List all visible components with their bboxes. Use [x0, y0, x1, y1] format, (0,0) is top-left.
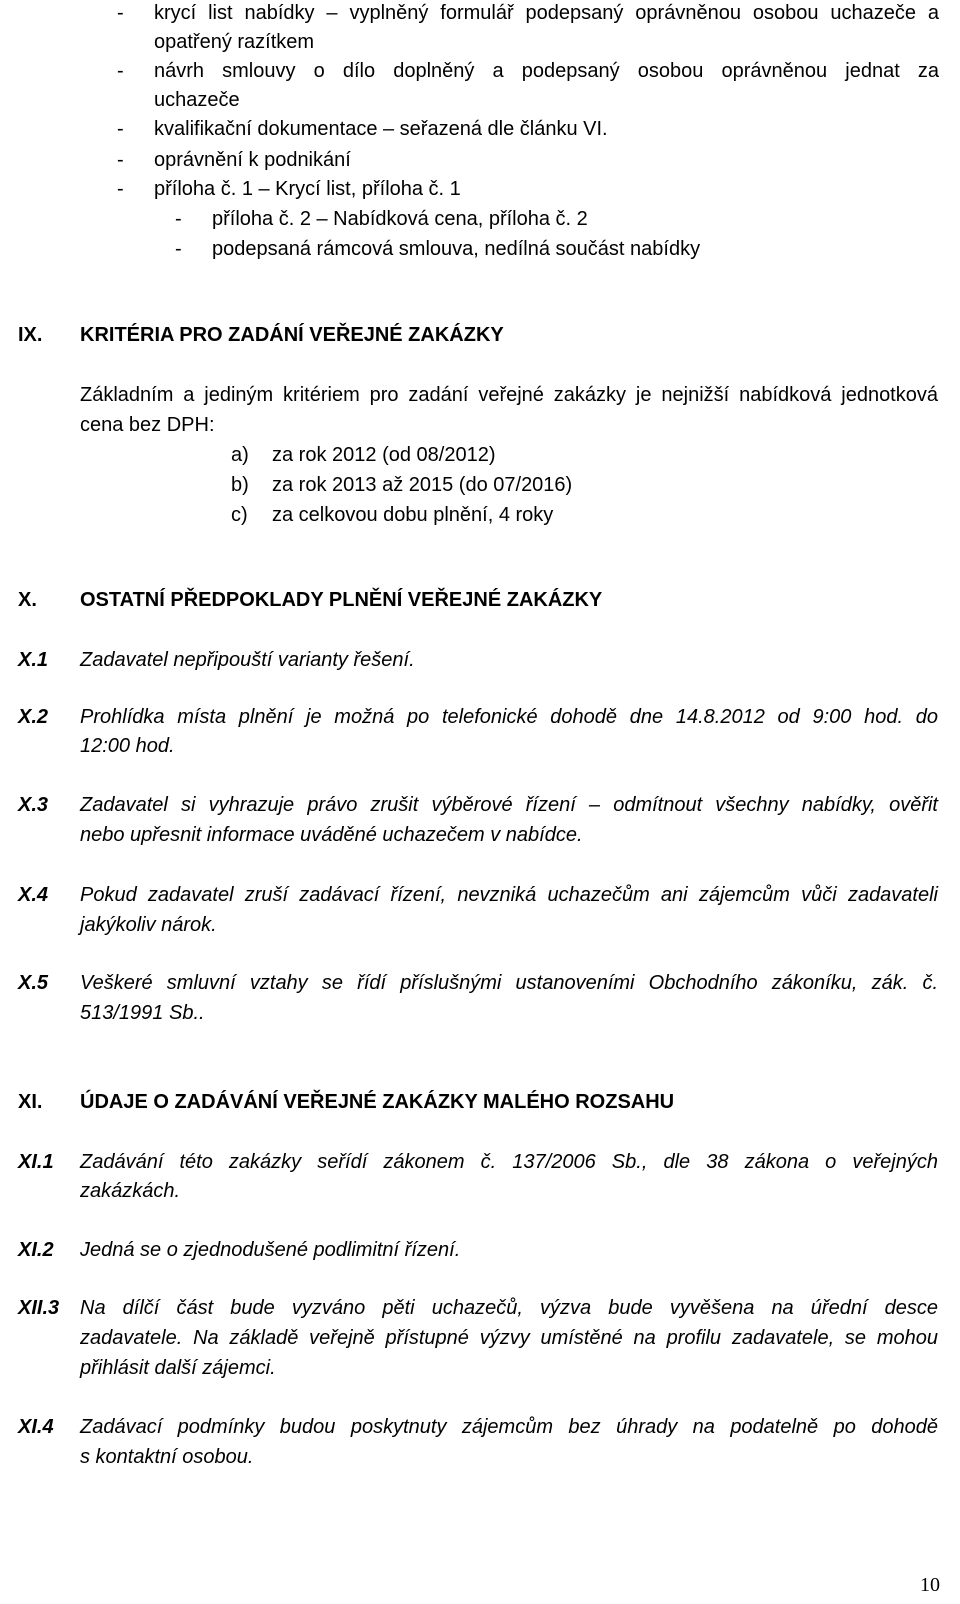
item-text: Zadávání této zakázky seřídí zákonem č. 137/2006 Sb., dle 38 zákona o veřejných — [80, 1151, 938, 1173]
list-dash: - — [117, 118, 124, 140]
item-number: X.5 — [18, 972, 49, 994]
item-text: nebo upřesnit informace uváděné uchazečem v nabídce. — [80, 824, 583, 846]
item-text: 513/1991 Sb.. — [80, 1002, 205, 1024]
criterion-marker: c) — [231, 504, 248, 526]
item-number: XI.2 — [18, 1239, 54, 1261]
item-text: zakázkách. — [80, 1180, 181, 1202]
item-text: Zadávací podmínky budou poskytnuty zájemcům bez úhrady na podatelně po dohodě — [80, 1416, 938, 1438]
list-dash: - — [117, 178, 124, 200]
criterion-text: za rok 2012 (od 08/2012) — [272, 444, 496, 466]
section-title: ÚDAJE O ZADÁVÁNÍ VEŘEJNÉ ZAKÁZKY MALÉHO ROZSAHU — [80, 1091, 675, 1113]
sub-list-dash: - — [175, 238, 182, 260]
section-title: OSTATNÍ PŘEDPOKLADY PLNĚNÍ VEŘEJNÉ ZAKÁZKY — [80, 589, 603, 611]
criterion-marker: b) — [231, 474, 249, 496]
section-number: IX. — [18, 324, 43, 346]
section-intro-line: Základním a jediným kritériem pro zadání veřejné zakázky je nejnižší nabídková jednotková — [80, 384, 938, 406]
list-dash: - — [117, 60, 124, 82]
item-text: Zadavatel nepřipouští varianty řešení. — [80, 649, 415, 671]
section-intro-line: cena bez DPH: — [80, 414, 215, 436]
criterion-marker: a) — [231, 444, 249, 466]
item-number: X.1 — [18, 649, 49, 671]
sub-list-item: příloha č. 2 – Nabídková cena, příloha č. 2 — [212, 208, 588, 230]
list-item-continuation: uchazeče — [154, 89, 240, 111]
section-number: X. — [18, 589, 37, 611]
page-number: 10 — [920, 1574, 940, 1596]
item-text: Veškeré smluvní vztahy se řídí příslušnými ustanoveními Obchodního zákoníku, zák. č. — [80, 972, 938, 994]
list-item-continuation: opatřený razítkem — [154, 31, 315, 53]
item-text: jakýkoliv nárok. — [80, 914, 217, 936]
item-text: zadavatele. Na základě veřejně přístupné výzvy umístěné na profilu zadavatele, se mohou — [80, 1327, 938, 1349]
list-item: oprávnění k podnikání — [154, 149, 351, 171]
section-number: XI. — [18, 1091, 43, 1113]
criterion-text: za rok 2013 až 2015 (do 07/2016) — [272, 474, 573, 496]
item-text: přihlásit další zájemci. — [80, 1357, 276, 1379]
item-text: s kontaktní osobou. — [80, 1446, 254, 1468]
item-number: XI.4 — [18, 1416, 54, 1438]
criterion-text: za celkovou dobu plnění, 4 roky — [272, 504, 554, 526]
list-dash: - — [117, 149, 124, 171]
item-text: Prohlídka místa plnění je možná po telefonické dohodě dne 14.8.2012 od 9:00 hod. do — [80, 706, 938, 728]
list-item: návrh smlouvy o dílo doplněný a podepsaný osobou oprávněnou jednat za — [154, 60, 939, 82]
item-text: Na dílčí část bude vyzváno pěti uchazečů, výzva bude vyvěšena na úřední desce — [80, 1297, 938, 1319]
list-item: krycí list nabídky – vyplněný formulář podepsaný oprávněnou osobou uchazeče a — [154, 2, 939, 24]
item-number: X.2 — [18, 706, 49, 728]
list-dash: - — [117, 2, 124, 24]
list-item: kvalifikační dokumentace – seřazená dle článku VI. — [154, 118, 608, 140]
item-text: Zadavatel si vyhrazuje právo zrušit výběrové řízení – odmítnout všechny nabídky, ověřit — [80, 794, 938, 816]
item-number: X.4 — [18, 884, 49, 906]
sub-list-dash: - — [175, 208, 182, 230]
item-number: XII.3 — [18, 1297, 60, 1319]
list-item: příloha č. 1 – Krycí list, příloha č. 1 — [154, 178, 461, 200]
item-text: 12:00 hod. — [80, 735, 175, 757]
item-text: Jedná se o zjednodušené podlimitní řízení. — [80, 1239, 461, 1261]
item-number: X.3 — [18, 794, 49, 816]
sub-list-item: podepsaná rámcová smlouva, nedílná součást nabídky — [212, 238, 701, 260]
item-number: XI.1 — [18, 1151, 54, 1173]
item-text: Pokud zadavatel zruší zadávací řízení, nevzniká uchazečům ani zájemcům vůči zadavateli — [80, 884, 938, 906]
section-title: KRITÉRIA PRO ZADÁNÍ VEŘEJNÉ ZAKÁZKY — [80, 324, 504, 346]
